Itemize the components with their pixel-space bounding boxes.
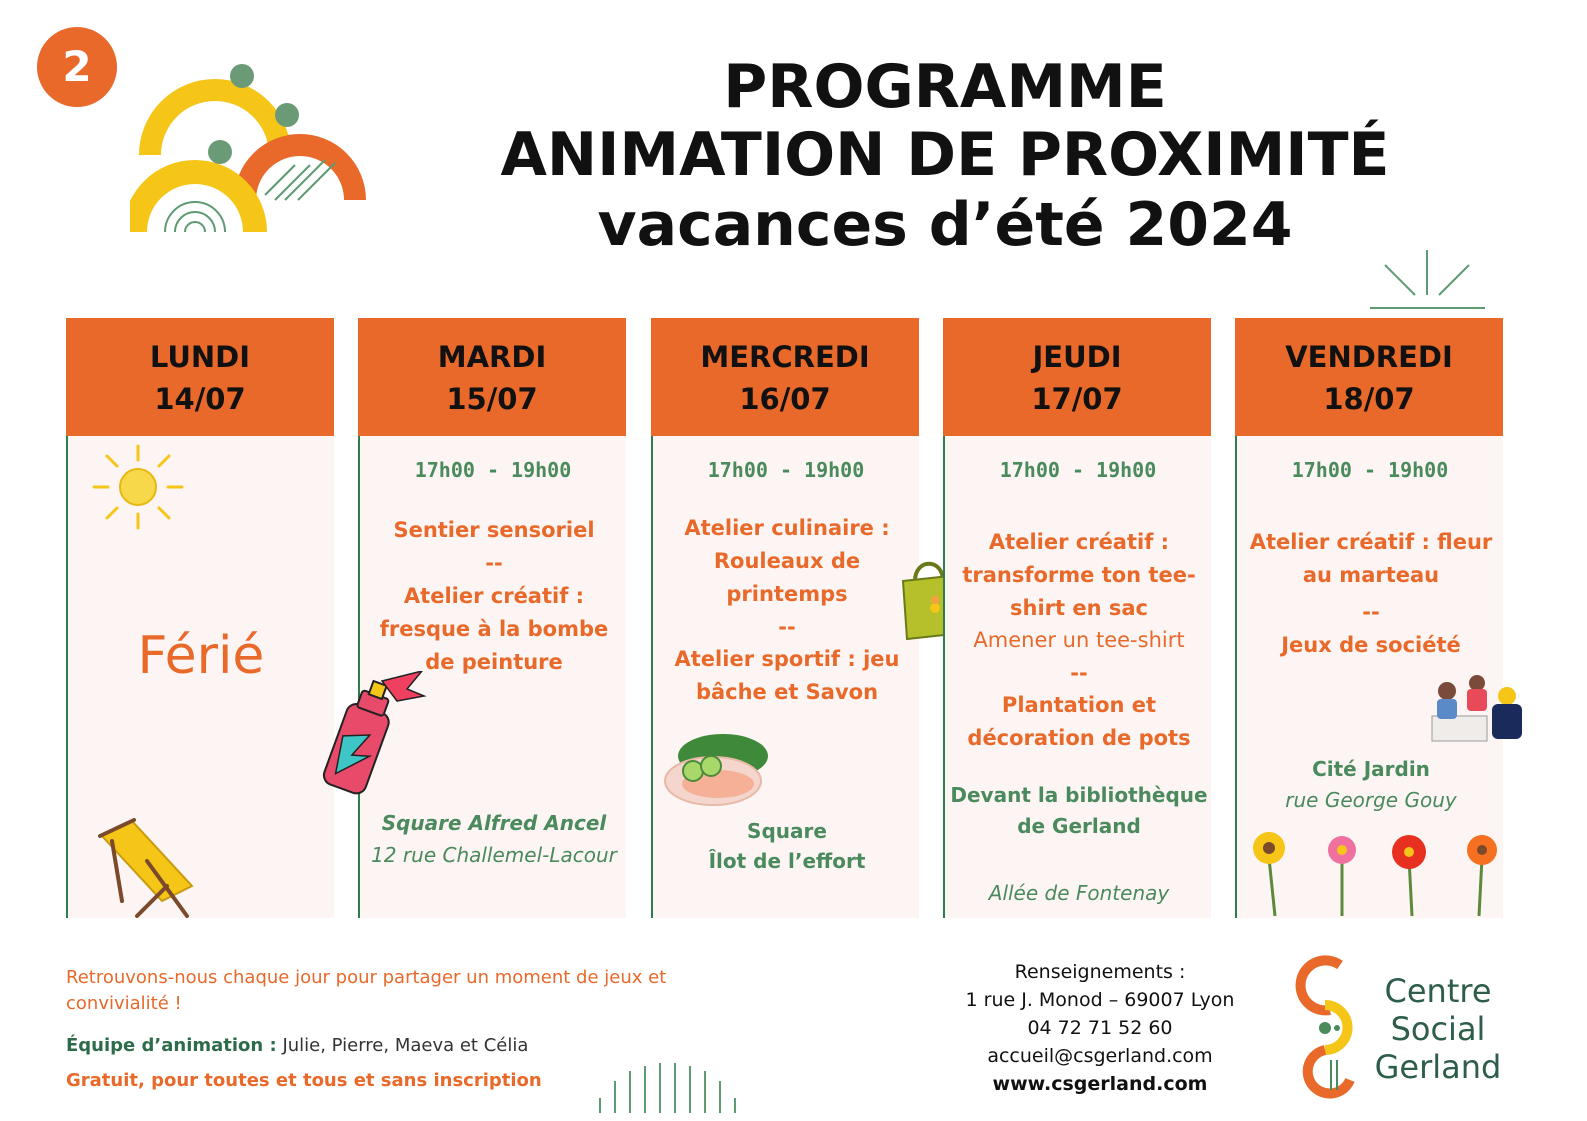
activity-note: Amener un tee-shirt <box>973 628 1185 652</box>
activity-2: Atelier sportif : jeu bâche et Savon <box>674 647 900 704</box>
page-number-badge: 2 <box>37 27 117 107</box>
contact-email[interactable]: accueil@csgerland.com <box>987 1045 1213 1067</box>
activity-1: Atelier créatif : fleur au marteau <box>1249 530 1493 587</box>
footer-intro: Retrouvons-nous chaque jour pour partager un moment de jeux et convivialité ! <box>66 967 667 1014</box>
time-slot: 17h00 - 19h00 <box>999 458 1157 482</box>
activity-separator: -- <box>778 615 796 639</box>
footer-team <box>66 1035 726 1056</box>
contact-phone: 04 72 71 52 60 <box>1027 1017 1173 1039</box>
logo-line-2: Social <box>1390 1010 1486 1048</box>
day-column-mercredi <box>651 318 919 918</box>
day-column-lundi <box>66 318 334 918</box>
day-name: MERCREDI <box>700 340 870 374</box>
time-slot: 17h00 - 19h00 <box>414 458 572 482</box>
activity-2: Atelier créatif : fresque à la bombe de peinture <box>379 584 609 674</box>
activity-separator: -- <box>1362 600 1380 624</box>
location-name: Square <box>747 819 827 843</box>
logo-text <box>1368 972 1508 1086</box>
day-header <box>651 318 919 436</box>
location-name: Square Alfred Ancel <box>381 811 607 835</box>
location-name-2: Îlot de l’effort <box>708 849 866 873</box>
spring-rolls-icon <box>663 726 773 816</box>
centre-social-logo-icon <box>1295 950 1365 1100</box>
day-body <box>358 436 626 918</box>
team-names: Julie, Pierre, Maeva et Célia <box>282 1035 529 1056</box>
day-date: 17/07 <box>1031 382 1123 416</box>
day-date: 15/07 <box>446 382 538 416</box>
day-body <box>943 436 1211 918</box>
location-name: Devant la bibliothèque de Gerland <box>950 783 1208 838</box>
decorative-lines-icon <box>590 1063 745 1113</box>
title-line-3: vacances d’été 2024 <box>597 190 1293 260</box>
day-name: LUNDI <box>149 340 251 374</box>
footer-free: Gratuit, pour toutes et tous et sans inscription <box>66 1070 542 1091</box>
title-line-1: PROGRAMME <box>723 52 1167 122</box>
day-name: VENDREDI <box>1285 340 1453 374</box>
day-date: 14/07 <box>154 382 246 416</box>
spray-can-icon <box>312 671 427 796</box>
activity-2: Jeux de société <box>1281 633 1461 657</box>
day-header <box>66 318 334 436</box>
activity-separator: -- <box>485 551 503 575</box>
day-body <box>651 436 919 918</box>
day-date: 18/07 <box>1323 382 1415 416</box>
day-body <box>1235 436 1503 918</box>
contact-info <box>940 958 1260 1098</box>
day-header <box>943 318 1211 436</box>
day-column-jeudi <box>943 318 1211 918</box>
logo-line-3: Gerland <box>1374 1048 1502 1086</box>
contact-website[interactable]: www.csgerland.com <box>992 1073 1208 1095</box>
flowers-icon <box>1247 828 1502 918</box>
location-address: Allée de Fontenay <box>988 881 1170 905</box>
day-body <box>66 436 334 918</box>
activity-1: Atelier culinaire : Rouleaux de printemps <box>684 516 890 606</box>
contact-label: Renseignements : <box>1014 961 1186 983</box>
day-column-vendredi <box>1235 318 1503 918</box>
title-line-2: ANIMATION DE PROXIMITÉ <box>500 120 1390 190</box>
deckchair-icon <box>92 816 202 921</box>
activity-1: Atelier créatif : transforme ton tee-shirt en sac <box>962 530 1196 620</box>
team-label: Équipe d’animation : <box>66 1035 277 1056</box>
day-column-mardi <box>358 318 626 918</box>
activity-2: Plantation et décoration de pots <box>967 693 1191 750</box>
contact-address: 1 rue J. Monod – 69007 Lyon <box>965 989 1235 1011</box>
location-address: 12 rue Challemel-Lacour <box>371 843 617 867</box>
sun-icon <box>90 442 186 532</box>
sunburst-lines-icon <box>1365 250 1490 312</box>
activity-1: Sentier sensoriel <box>393 518 595 542</box>
day-header <box>358 318 626 436</box>
activity-separator: -- <box>1070 661 1088 685</box>
board-game-icon <box>1422 671 1532 761</box>
logo-line-1: Centre <box>1384 972 1492 1010</box>
day-name: JEUDI <box>1032 340 1122 374</box>
time-slot: 17h00 - 19h00 <box>1291 458 1449 482</box>
day-name: MARDI <box>437 340 547 374</box>
time-slot: 17h00 - 19h00 <box>707 458 865 482</box>
location-address: rue George Gouy <box>1285 788 1457 812</box>
decorative-arcs-icon <box>130 60 370 240</box>
day-header <box>1235 318 1503 436</box>
day-date: 16/07 <box>739 382 831 416</box>
holiday-label: Férié <box>137 626 265 686</box>
location-name: Cité Jardin <box>1312 757 1430 781</box>
